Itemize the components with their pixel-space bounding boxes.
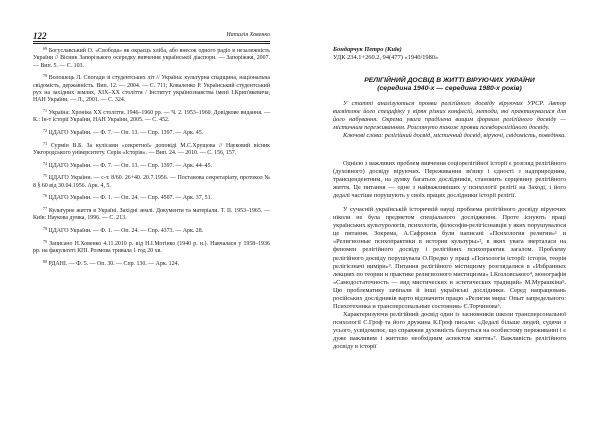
footnote-number: 72 xyxy=(43,127,47,133)
footnote xyxy=(33,205,270,223)
footnote xyxy=(33,72,270,104)
footnote-number: 78 xyxy=(43,225,47,231)
article-title xyxy=(333,77,566,94)
footnote xyxy=(33,258,270,268)
footnote-text: Записано Н.Ховенко 4.11.2010 р. від Н.І.Мотінко (1940 р. н.). Навчалася у 1958–1936 рр. на факультеті КПІ. Розмова тривала 1 год 20 хв. xyxy=(33,240,270,254)
footnote-text: ЦДАГО України. — Ф. 1. — Оп. 24. — Спр. 4507. — Арк. 37, 51. xyxy=(48,195,212,202)
keywords: Ключові слова: релігійний досвід, містичний досвід, віруючі, свідомість, поведінка. xyxy=(343,132,566,140)
footnote xyxy=(33,172,270,190)
title-line-1: РЕЛІГІЙНИЙ ДОСВІД В ЖИТТІ ВІРУЮЧИХ УКРАЇНИ xyxy=(364,77,535,84)
abstract-text: У статті аналізуються прояви релігійного досвіду віруючих УРСР. Автор висвітлює його специфіку у вірян різних конфесій, методи, які практикувалися для його набування. Окрема увага приділена вищим формам релігійного досвіду — містичним переживанням. Розглянуто також прояви псевдорелігійного досвіду. xyxy=(333,100,566,132)
footnote-number: 76 xyxy=(43,193,47,199)
footnote-text: Культурне життя в Україні. Західні землі. Документи та матеріали. Т. II. 1953–1965. — Київ: Наукова думка, 1996. — С. 213. xyxy=(33,207,270,222)
footnote-text: ЦДАГО України. — Ф. 1. — Оп. 24. — Спр. 4373. — Арк. 28. xyxy=(48,227,204,234)
footnote-number: 71 xyxy=(43,107,47,113)
footnote-number: 75 xyxy=(43,173,47,179)
abstract xyxy=(333,100,566,140)
footnote-text: Богуславський О. «Свобода» як окраєць хліба, або внесок одного радіо в незалежність України // Вісник Запорізького осередку вивчення української діаспори. — Запоріжжя, 2007. — Вип. 5. — С. 103. xyxy=(33,48,270,69)
udk-code: УДК 234.1+260.2, 94(477) «1940/1980» xyxy=(333,54,439,61)
footnote-number: 69 xyxy=(43,46,47,51)
footnotes xyxy=(33,45,270,270)
title-line-2: (середина 1940-х — середина 1980-х років) xyxy=(377,85,522,93)
running-head: Наталія Ховенко xyxy=(226,32,270,38)
footnote-number: 70 xyxy=(43,73,47,79)
footnote-text: ЦДАГО України. — Ф. 7. — Оп. 13. — Спр. 1397. — Арк. 44–45. xyxy=(48,162,212,169)
footnote xyxy=(33,140,270,158)
body-paragraph: Характеризуючи релігійний досвід один із засновників школи трансперсональної психології С.Гроф та його дружина К.Гроф писали: «Дедалі більше людей, судячи з усього, усвідомлює, що справжня духовність базується на особистому переживанні і є дуже важливим і життєво необхідним аспектом життя»⁷. Важливість релігійного досвіду в історії xyxy=(333,310,566,351)
footnote xyxy=(33,192,270,202)
left-page xyxy=(33,0,270,428)
right-page xyxy=(333,0,566,428)
footnote xyxy=(33,45,270,70)
footnote-text: Сурмін В.Б. За кулісами «секретної» доповіді М.С.Хрущова // Науковий вісник Ужгородського університету. Серія «Історія». — Вип. 24. — 2010. — С. 156, 157. xyxy=(33,142,270,156)
footnote xyxy=(33,107,270,125)
footnote-number: 80 xyxy=(43,258,47,264)
footnote-text: РДАНІ. — Ф. 5. — Оп. 30. — Спр. 130. — Арк. 124. xyxy=(48,260,179,267)
body-paragraph: Однією з важливих проблем вивчення соціорелігійної історії є розгляд релігійного (духовного) досвіду віруючих. Переживання зв'язку і єдності з надприродним, трансцендентним, на думку багатьох дослідників, становить серцевину релігійного життя. Це питання — одне з найважливіших у психології релігії на Заході, і його дедалі частіше порушують у своїх працях дослідники історії релігії. xyxy=(333,160,566,200)
footnote xyxy=(33,225,270,235)
footnote-text: Україна: Хроніка XX століття. 1946–1960 рр. — Ч. 2. 1953–1960. Довідкове видання. — К.: Ін-т історії України, НАН України, 2005. — С. 452. xyxy=(33,109,270,124)
article-body xyxy=(333,160,566,351)
footnote-text: ЦДАГО України. — Ф. 7. — Оп. 13. — Спр. 1397. — Арк. 45. xyxy=(48,129,204,136)
page-header xyxy=(33,31,270,42)
footnote xyxy=(33,238,270,256)
footnote-number: 79 xyxy=(43,238,47,244)
footnote-number: 73 xyxy=(43,140,47,146)
footnote-number: 77 xyxy=(43,205,47,211)
body-paragraph: У сучасній українській історичній науці проблема релігійного досвіду віруючих ніколи не була предметом спеціального дослідження. Проте існують праці українських культурологів, психологів, філософів-релігієзнавців у яких порушувалося це питання. Зокрема, А.Сафронов були написані «Психология религии»¹ и «Религиозные психопрактики в истории культуры»², в яких увага зверталася на феномен релігійного досвіду і релігійних психопрактик загалом. Проблему релігійного досвіду порушувала О.Предко у праці «Психологія історії: історія, теорія релігієзначі виміри»³. Питання релігійного містицизму розглядалися в «Избранных лекциях по теории и практике религиозного мистицизма» І.Козловського⁴, монографія «Самодостаточность — вид мистических и эстетических традиций» М.Мурашкіна⁵. Цю проблематику зачіпали й інші українські дослідники. Серед напрацювань російських дослідників варто відзначити працю «Религия мира: Опыт запредельного: Психотехника и трансперсональные состояния» Є.Торчинова⁶. xyxy=(333,206,566,310)
footnote xyxy=(33,160,270,170)
footnote xyxy=(33,127,270,137)
footnote-text: Волошець Л. Спогади зі студентських літ // Україна: культурна спадщина, національна свідомість, державність. Вип. 12. — 2004. — С. 711; Коваленко Р. Український студентський рух на західних землях, XIX–XX століття / Інститут українознавства імені І.Крип'якевича, НАН України. — Л., 2001. — С. 324. xyxy=(33,75,270,104)
article-author: Бондарчук Петро (Київ) xyxy=(333,46,402,53)
footnote-number: 74 xyxy=(43,160,47,166)
page-number: 122 xyxy=(33,31,47,41)
footnote-text: ЦДАГО України. — с-т. 8/60. 26+40. 20.7.1956. — Постанова секретаріату, протокол № 8 § 60 від 30.04.1956. Арк. 4, 5. xyxy=(33,175,270,189)
